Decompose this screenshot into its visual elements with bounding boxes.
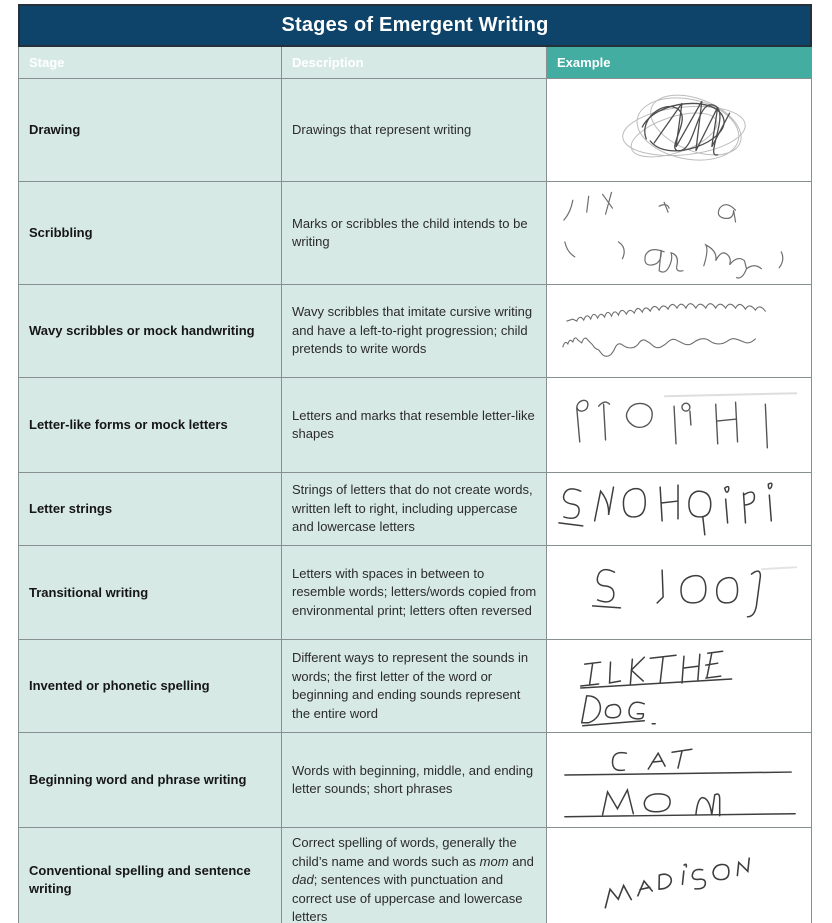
- stage-label: Letter strings: [19, 473, 282, 545]
- stage-description: Drawings that represent writing: [282, 79, 547, 181]
- table-grid: [18, 47, 812, 923]
- words-cat-mom-on-lines-icon: [547, 733, 811, 827]
- mock-letter-shapes-icon: [547, 378, 811, 472]
- two-wavy-scribble-lines-icon: [547, 285, 811, 377]
- page-title: Stages of Emergent Writing: [281, 14, 549, 36]
- example-cell: [547, 473, 811, 545]
- example-cell: [547, 79, 811, 181]
- description-text: ; sentences with punctuation and correct use of uppercase and lowercase letters: [292, 872, 523, 923]
- stage-description: Marks or scribbles the child intends to be writing: [282, 182, 547, 284]
- letter-string-snohqipi-icon: [547, 473, 811, 545]
- table-row: [19, 545, 811, 639]
- child-drawing-dense-scribble-icon: [547, 79, 811, 181]
- table-row: [19, 732, 811, 827]
- table-row: [19, 78, 811, 181]
- stage-description: Wavy scribbles that imitate cursive writing and have a left-to-right progression; child pretends to write words: [282, 285, 547, 377]
- example-cell: [547, 733, 811, 827]
- example-cell: [547, 182, 811, 284]
- phonetic-ilkthe-dog-icon: [547, 640, 811, 732]
- stage-label: Letter-like forms or mock letters: [19, 378, 282, 472]
- stage-label: Scribbling: [19, 182, 282, 284]
- table-row: [19, 284, 811, 377]
- description-text: Correct spelling of words, generally the child’s name and words such as: [292, 835, 517, 869]
- column-header-description: Description: [282, 47, 547, 78]
- stage-label: Beginning word and phrase writing: [19, 733, 282, 827]
- stage-label: Transitional writing: [19, 546, 282, 639]
- table-row: [19, 181, 811, 284]
- stage-label: Drawing: [19, 79, 282, 181]
- column-header-example: Example: [547, 47, 811, 78]
- stage-description: Strings of letters that do not create words, written left to right, including uppercase and lowercase letters: [282, 473, 547, 545]
- example-cell: [547, 546, 811, 639]
- transitional-s-looj-icon: [547, 546, 811, 639]
- stage-label: Wavy scribbles or mock handwriting: [19, 285, 282, 377]
- stage-description: Different ways to represent the sounds in words; the first letter of the word or beginning and ending sounds represent the entire word: [282, 640, 547, 732]
- stage-description: [282, 828, 547, 923]
- example-cell: [547, 378, 811, 472]
- stage-description: Letters with spaces in between to resemble words; letters/words copied from environmental print; letters often reversed: [282, 546, 547, 639]
- description-italic-mom: mom: [479, 853, 509, 869]
- table-row: [19, 377, 811, 472]
- emergent-writing-table: [18, 4, 812, 923]
- table-row: [19, 472, 811, 545]
- name-madison-handwritten-icon: [547, 828, 811, 923]
- stage-label: Invented or phonetic spelling: [19, 640, 282, 732]
- example-cell: [547, 828, 811, 923]
- stage-description: Letters and marks that resemble letter-like shapes: [282, 378, 547, 472]
- stage-label: Conventional spelling and sentence writing: [19, 828, 282, 923]
- example-cell: [547, 285, 811, 377]
- description-italic-dad: dad: [292, 872, 314, 887]
- column-header-row: [19, 47, 811, 78]
- stage-description: Words with beginning, middle, and ending letter sounds; short phrases: [282, 733, 547, 827]
- description-text: and: [508, 853, 534, 869]
- example-cell: [547, 640, 811, 732]
- table-row: [19, 639, 811, 732]
- table-title-bar: [18, 4, 812, 47]
- column-header-stage: Stage: [19, 47, 282, 78]
- child-scattered-scribble-marks-icon: [547, 182, 811, 284]
- table-row: [19, 827, 811, 923]
